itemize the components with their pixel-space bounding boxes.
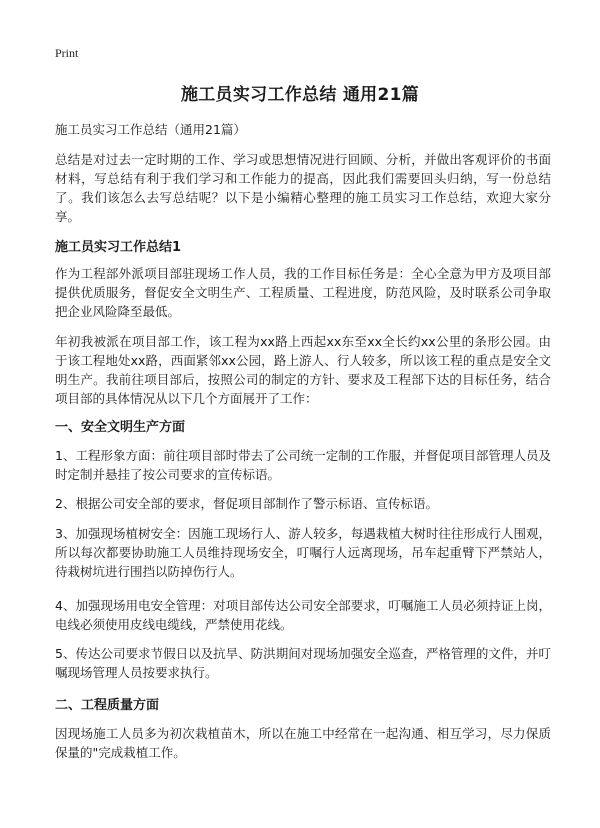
safety-item-3: 3、加强现场植树安全：因施工现场行人、游人较多，每遇栽植大树时往往形成行人围观，所以每次都要协助施工人员维持现场安全，叮嘱行人远离现场，吊车起重臂下严禁站人，待栽树坑进行围挡以防掉伤行人。 — [55, 526, 551, 579]
safety-item-2: 2、根据公司安全部的要求，督促项目部制作了警示标语、宣传标语。 — [55, 496, 438, 511]
safety-item-5: 5、传达公司要求节假日以及抗旱、防洪期间对现场加强安全巡查，严格管理的文件，并叮嘱现场管理人员按要求执行。 — [55, 646, 551, 680]
paragraph-project-background: 年初我被派在项目部工作，该工程为xx路上西起xx东至xx全长约xx公里的条形公园。由于该工程地处xx路，西面紧邻xx公园，路上游人、行人较多，所以该工程的重点是安全文明生产。我前往项目部后，按照公司的制定的方针、要求及工程部下达的目标任务，结合项目部的具体情况从以下几个方面展开了工作： — [55, 334, 551, 406]
document-subtitle: 施工员实习工作总结（通用21篇） — [55, 122, 246, 137]
intro-paragraph: 总结是对过去一定时期的工作、学习或思想情况进行回顾、分析，并做出客观评价的书面材料，写总结有利于我们学习和工作能力的提高，因此我们需要回头归纳，写一份总结了。我们该怎么去写总结呢？以下是小编精心整理的施工员实习工作总结，欢迎大家分享。 — [55, 152, 551, 224]
print-link[interactable]: Print — [55, 46, 79, 60]
document-title: 施工员实习工作总结 通用21篇 — [180, 85, 420, 105]
safety-item-4: 4、加强现场用电安全管理：对项目部传达公司安全部要求，叮嘱施工人员必须持证上岗，电线必须使用皮线电缆线，严禁使用花线。 — [55, 598, 551, 632]
section-heading-safety: 一、安全文明生产方面 — [55, 420, 186, 435]
section-heading-summary-1: 施工员实习工作总结1 — [55, 240, 182, 255]
section-heading-quality: 二、工程质量方面 — [55, 698, 160, 713]
paragraph-work-goal: 作为工程部外派项目部驻现场工作人员，我的工作目标任务是：全心全意为甲方及项目部提供优质服务，督促安全文明生产、工程质量、工程进度，防范风险，及时联系公司争取把企业风险降至最低。 — [55, 266, 551, 319]
safety-item-1: 1、工程形象方面：前往项目部时带去了公司统一定制的工作服，并督促项目部管理人员及时定制并悬挂了按公司要求的宣传标语。 — [55, 448, 551, 482]
quality-paragraph-1: 因现场施工人员多为初次栽植苗木，所以在施工中经常在一起沟通、相互学习，尽力保质保量的"完成栽植工作。 — [55, 726, 551, 760]
